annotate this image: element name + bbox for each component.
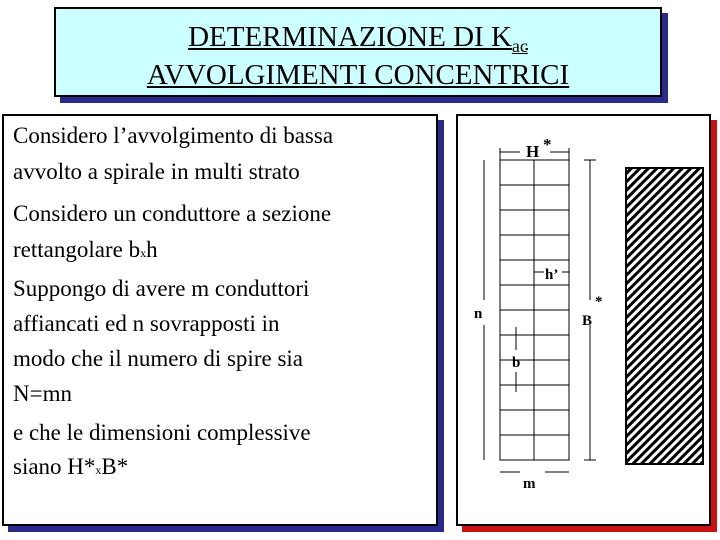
- title-main-text: DETERMINAZIONE DI K: [188, 21, 512, 53]
- hatched-winding-block: [626, 168, 703, 464]
- text-line-4-part-a: rettangolare b: [13, 237, 141, 262]
- text-line-1: Considero l’avvolgimento di bassa: [13, 123, 334, 148]
- label-b-star-asterisk: *: [595, 294, 603, 310]
- label-h: H: [526, 142, 540, 161]
- text-line-8: N=mn: [13, 381, 72, 406]
- text-line-10-part-a: siano H*: [13, 454, 96, 479]
- text-line-7: modo che il numero di spire sia: [13, 346, 303, 371]
- text-line-2: avvolto a spirale in multi strato: [13, 159, 300, 184]
- label-m: m: [523, 476, 536, 492]
- text-line-10-times: x: [95, 463, 102, 477]
- text-line-6: affiancati ed n sovrapposti in: [13, 311, 280, 336]
- text-line-5: Suppongo di avere m conduttori: [13, 276, 310, 301]
- label-b-star: B: [582, 313, 593, 329]
- text-line-3: Considero un conduttore a sezione: [13, 201, 332, 226]
- label-n: n: [474, 306, 483, 322]
- text-line-10-part-b: B*: [101, 454, 129, 479]
- label-h-star: *: [543, 135, 552, 154]
- text-line-9: e che le dimensioni complessive: [13, 420, 311, 445]
- text-line-4-part-b: h: [146, 237, 158, 262]
- label-h-prime: h’: [545, 267, 559, 283]
- label-b: b: [512, 355, 521, 371]
- title-line-2: AVVOLGIMENTI CONCENTRICI: [146, 59, 570, 91]
- conductor-grid: [500, 160, 569, 460]
- text-line-4-times: x: [140, 246, 147, 260]
- title-subscript: ac: [511, 36, 528, 56]
